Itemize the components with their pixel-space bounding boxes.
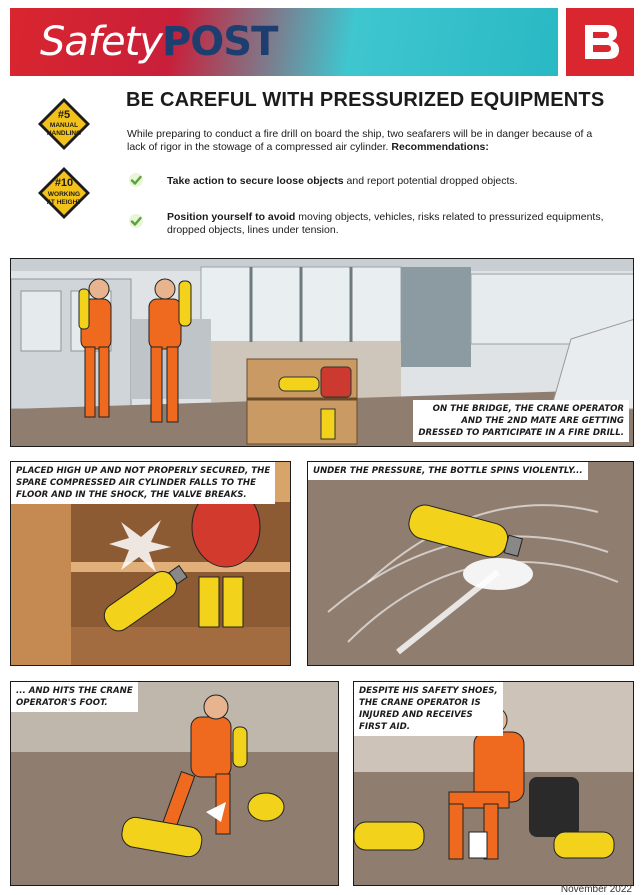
- comic-panel-1: [10, 258, 634, 447]
- page-title: BE CAREFUL WITH PRESSURIZED EQUIPMENTS: [126, 89, 605, 111]
- recommendation-1-rest: and report potential dropped objects.: [343, 175, 518, 187]
- foot-impact-illustration: [11, 682, 339, 886]
- panel-1-caption: ON THE BRIDGE, THE CRANE OPERATOR AND THE 2ND MATE ARE GETTING DRESSED TO PARTICIPATE IN A FIRE DRILL.: [413, 400, 629, 442]
- intro-paragraph: [127, 128, 607, 154]
- spinning-cylinder-illustration: [308, 462, 634, 666]
- badge-10-line2: AT HEIGHT: [46, 199, 82, 206]
- panel-4-caption: ... AND HITS THE CRANE OPERATOR'S FOOT.: [11, 682, 138, 712]
- brand-wordmark: [40, 20, 277, 64]
- recommendation-1: [167, 175, 607, 188]
- panel-2-caption: PLACED HIGH UP AND NOT PROPERLY SECURED, THE SPARE COMPRESSED AIR CYLINDER FALLS TO THE FLOOR AND IN THE SHOCK, THE VALVE BREAKS.: [11, 462, 275, 504]
- badge-10-number: #10: [54, 177, 74, 189]
- recommendations-label: Recommendations:: [391, 141, 489, 153]
- brand-part-safety: Safety: [40, 19, 162, 65]
- header-banner: [10, 8, 558, 76]
- company-logo: [566, 8, 634, 76]
- footer-date: November 2022: [560, 884, 632, 895]
- recommendation-2-bold: Position yourself to avoid: [167, 211, 296, 223]
- comic-panel-4: [10, 681, 339, 886]
- b-logo-icon: [575, 17, 625, 67]
- comic-panel-5: [353, 681, 634, 886]
- brand-part-post: POST: [161, 19, 278, 65]
- panel-3-caption: UNDER THE PRESSURE, THE BOTTLE SPINS VIOLENTLY...: [308, 462, 588, 480]
- panel-5-caption: DESPITE HIS SAFETY SHOES, THE CRANE OPERATOR IS INJURED AND RECEIVES FIRST AID.: [354, 682, 503, 736]
- badge-5-number: #5: [57, 109, 71, 121]
- recommendation-2-rest: moving objects, vehicles, risks related to pressurized equipments, dropped objects, lines under tension.: [167, 211, 604, 236]
- badge-10-line1: WORKING: [47, 191, 81, 198]
- comic-panel-2: [10, 461, 291, 666]
- comic-panel-3: [307, 461, 634, 666]
- check-icon: [128, 172, 144, 188]
- check-icon: [128, 213, 144, 229]
- intro-text: While preparing to conduct a fire drill on board the ship, two seafarers will be in danger because of a lack of rigor in the stowage of a compressed air cylinder.: [127, 128, 593, 153]
- badge-5-line1: MANUAL: [49, 122, 79, 129]
- recommendation-1-bold: Take action to secure loose objects: [167, 175, 344, 187]
- recommendation-2: [167, 211, 607, 237]
- badge-5-line2: HANDLING: [46, 130, 82, 137]
